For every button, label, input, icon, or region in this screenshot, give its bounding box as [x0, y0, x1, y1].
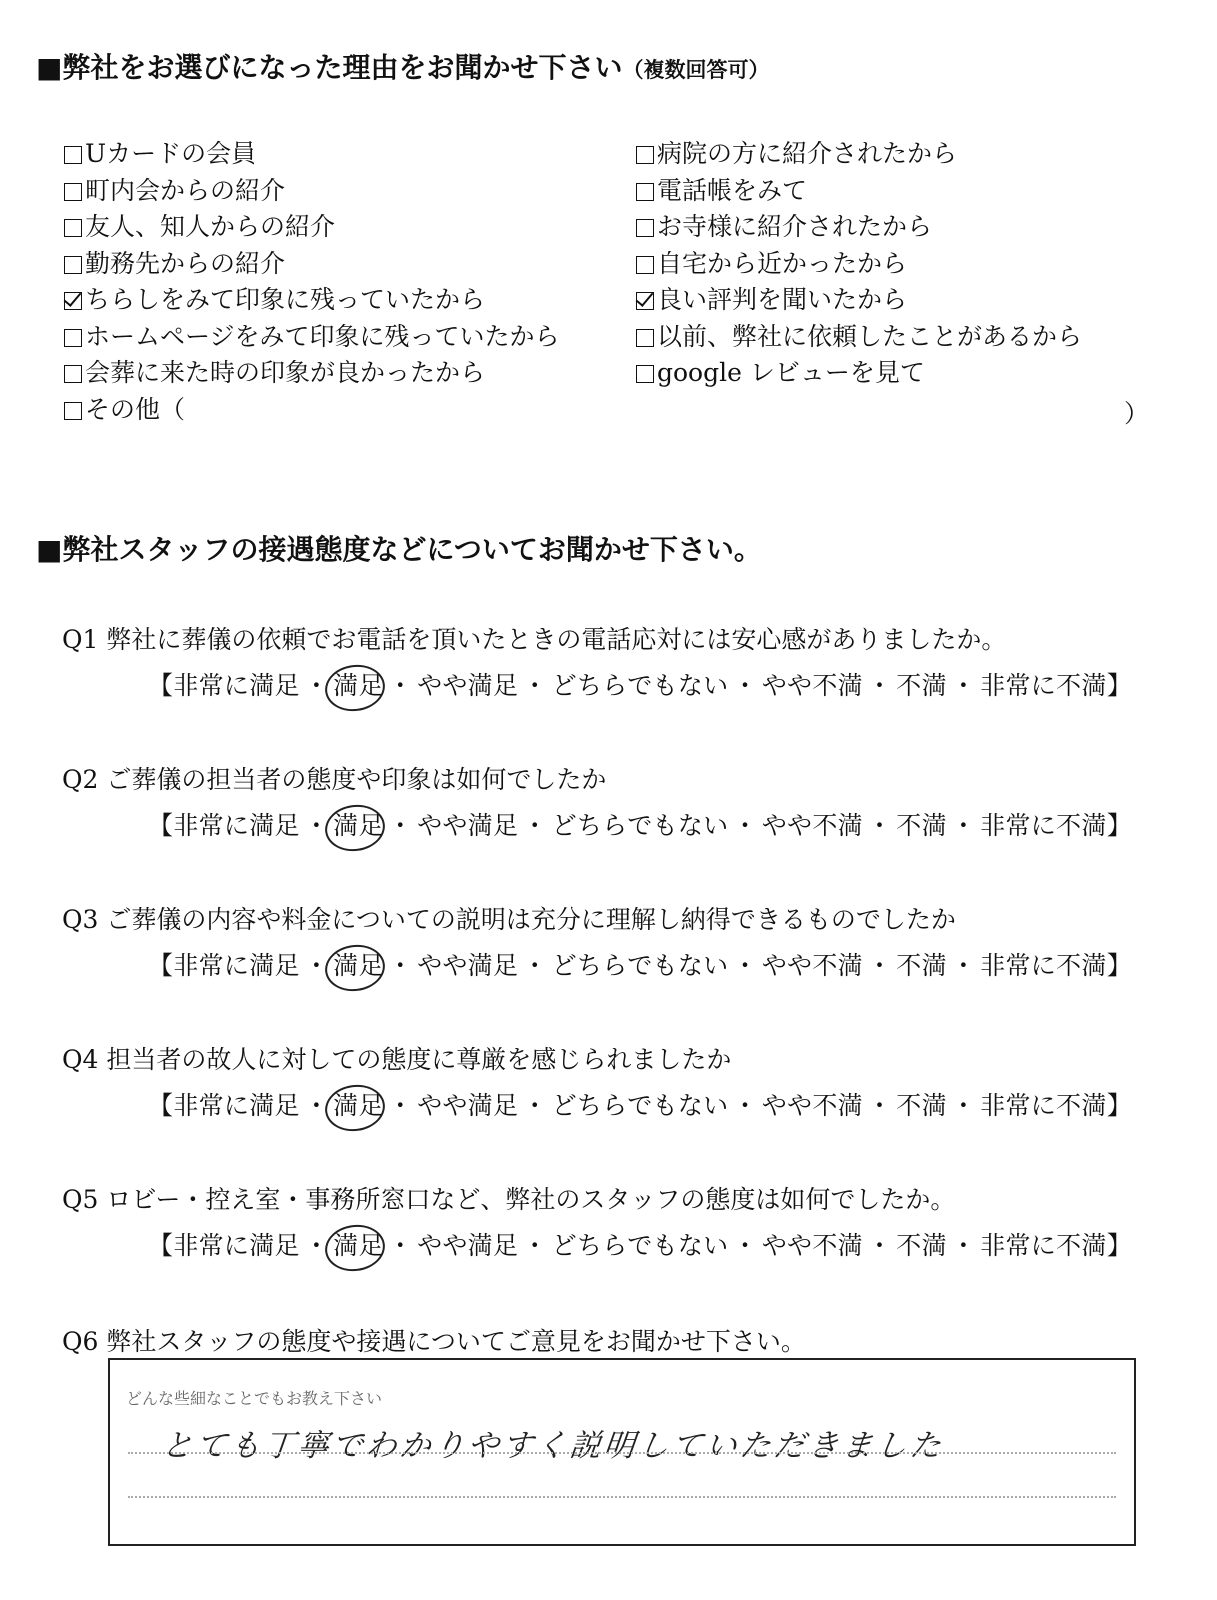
- checkbox-label: 友人、知人からの紹介: [85, 212, 336, 241]
- scale-separator: ・: [387, 1091, 414, 1120]
- question-q1: Q1 弊社に葬儀の依頼でお電話を頂いたときの電話応対には安心感がありましたか。: [62, 625, 1007, 654]
- scale-option-selected[interactable]: 満足: [333, 1091, 384, 1120]
- scale-separator: ・: [950, 671, 977, 700]
- scale-option[interactable]: どちらでもない: [551, 671, 729, 700]
- scale-bracket-close: 】: [1106, 811, 1133, 840]
- checkbox-option[interactable]: [64, 248, 285, 280]
- scale-option[interactable]: やや不満: [761, 1091, 863, 1120]
- scale-separator: ・: [387, 1231, 414, 1260]
- checkbox-label: その他（: [85, 394, 186, 424]
- question-q4: Q4 担当者の故人に対しての態度に尊厳を感じられましたか: [62, 1045, 732, 1074]
- scale-separator: ・: [303, 811, 330, 840]
- checkbox-label: 電話帳をみて: [657, 175, 808, 205]
- checkbox-icon[interactable]: [636, 219, 654, 237]
- scale-option[interactable]: やや満足: [417, 951, 519, 980]
- checkbox-label: ホームページをみて印象に残っていたから: [85, 321, 560, 351]
- checkbox-icon[interactable]: [64, 365, 82, 383]
- scale-separator: ・: [732, 1091, 758, 1120]
- scale-separator: ・: [950, 1091, 977, 1120]
- checkbox-label: 町内会からの紹介: [85, 175, 286, 205]
- scale-option[interactable]: やや不満: [761, 811, 863, 840]
- scale-option[interactable]: 非常に満足: [173, 1231, 300, 1260]
- checkbox-label: 自宅から近かったから: [657, 248, 908, 278]
- checkbox-option[interactable]: [636, 248, 907, 280]
- checkbox-icon[interactable]: [636, 146, 654, 164]
- scale-separator: ・: [866, 1231, 893, 1260]
- checkbox-icon[interactable]: [64, 329, 82, 347]
- scale-option[interactable]: やや不満: [761, 951, 863, 980]
- checkbox-icon[interactable]: [64, 219, 82, 237]
- question-q2: Q2 ご葬儀の担当者の態度や印象は如何でしたか: [62, 765, 607, 794]
- rating-scale-q3: [148, 946, 1132, 982]
- scale-bracket-open: 【: [148, 811, 174, 840]
- scale-bracket-open: 【: [148, 951, 174, 980]
- checkbox-icon[interactable]: [636, 365, 654, 383]
- scale-separator: ・: [950, 1231, 977, 1260]
- scale-separator: ・: [387, 811, 414, 840]
- section1-heading: [36, 46, 769, 86]
- checkbox-option[interactable]: [64, 175, 285, 207]
- scale-option[interactable]: 不満: [896, 1091, 947, 1120]
- scale-option-selected[interactable]: 満足: [333, 1231, 384, 1260]
- scale-option[interactable]: やや不満: [761, 671, 863, 700]
- scale-bracket-open: 【: [148, 1091, 174, 1120]
- scale-option[interactable]: やや満足: [417, 811, 519, 840]
- question-q5: Q5 ロビー・控え室・事務所窓口など、弊社のスタッフの態度は如何でしたか。: [62, 1185, 956, 1214]
- comment-rule-line: [128, 1496, 1116, 1498]
- scale-option[interactable]: 非常に満足: [173, 811, 300, 840]
- checkbox-icon[interactable]: [64, 402, 82, 420]
- scale-option[interactable]: 不満: [896, 951, 947, 980]
- scale-separator: ・: [522, 951, 548, 980]
- scale-separator: ・: [950, 951, 977, 980]
- checkbox-option[interactable]: [64, 211, 335, 243]
- scale-bracket-close: 】: [1106, 671, 1133, 700]
- scale-bracket-close: 】: [1106, 1091, 1133, 1120]
- scale-bracket-open: 【: [148, 1231, 174, 1260]
- scale-separator: ・: [732, 671, 758, 700]
- checkbox-icon[interactable]: [64, 146, 82, 164]
- comment-box[interactable]: [108, 1358, 1136, 1546]
- comment-rule-line: [128, 1452, 1116, 1454]
- scale-option[interactable]: 非常に不満: [980, 811, 1107, 840]
- scale-separator: ・: [866, 951, 893, 980]
- checkbox-option[interactable]: [636, 138, 957, 170]
- checkbox-label: 病院の方に紹介されたから: [657, 139, 958, 168]
- section2-title: ■弊社スタッフの接遇態度などについてお聞かせ下さい。: [36, 533, 762, 566]
- scale-option[interactable]: 非常に不満: [980, 1231, 1107, 1260]
- rating-scale-q4: [148, 1086, 1132, 1122]
- scale-option[interactable]: 非常に不満: [980, 951, 1107, 980]
- scale-separator: ・: [303, 1091, 330, 1120]
- checkbox-label: 以前、弊社に依頼したことがあるから: [657, 321, 1083, 351]
- scale-separator: ・: [866, 811, 893, 840]
- rating-scale-q5: [148, 1226, 1132, 1262]
- checkbox-label: お寺様に紹介されたから: [657, 212, 933, 241]
- scale-option[interactable]: やや満足: [417, 1091, 519, 1120]
- scale-separator: ・: [387, 671, 414, 700]
- scale-option-selected[interactable]: 満足: [333, 671, 384, 700]
- rating-scale-q2: [148, 806, 1132, 842]
- scale-separator: ・: [866, 671, 893, 700]
- checkbox-label: 勤務先からの紹介: [85, 248, 286, 278]
- checkbox-checked-icon[interactable]: [636, 292, 654, 310]
- scale-separator: ・: [303, 951, 330, 980]
- checkbox-icon[interactable]: [636, 256, 654, 274]
- checkbox-option[interactable]: [64, 138, 256, 170]
- scale-option[interactable]: 不満: [896, 671, 947, 700]
- checkbox-label: Uカードの会員: [85, 139, 257, 168]
- checkbox-icon[interactable]: [64, 183, 82, 201]
- scale-option[interactable]: 非常に満足: [173, 671, 300, 700]
- rating-scale-q1: [148, 666, 1132, 702]
- checkbox-option[interactable]: [64, 357, 485, 389]
- scale-option[interactable]: どちらでもない: [551, 1091, 729, 1120]
- comment-hint: どんな些細なことでもお教え下さい: [126, 1389, 383, 1408]
- scale-option[interactable]: 不満: [896, 1231, 947, 1260]
- comment-answer: とても丁寧でわかりやすく説明していただきました: [159, 1428, 946, 1464]
- scale-bracket-close: 】: [1106, 1231, 1133, 1260]
- other-close-paren: ）: [1124, 399, 1150, 428]
- scale-separator: ・: [522, 671, 548, 700]
- question-q3: Q3 ご葬儀の内容や料金についての説明は充分に理解し納得できるものでしたか: [62, 905, 956, 934]
- scale-separator: ・: [303, 671, 330, 700]
- scale-separator: ・: [866, 1091, 893, 1120]
- checkbox-option[interactable]: [64, 284, 485, 316]
- scale-option[interactable]: どちらでもない: [551, 1231, 729, 1260]
- checkbox-checked-icon[interactable]: [64, 292, 82, 310]
- checkbox-icon[interactable]: [636, 329, 654, 347]
- scale-bracket-open: 【: [148, 671, 174, 700]
- checkbox-label: ちらしをみて印象に残っていたから: [85, 285, 486, 314]
- scale-separator: ・: [732, 951, 758, 980]
- scale-separator: ・: [732, 811, 758, 840]
- scale-bracket-close: 】: [1106, 951, 1133, 980]
- scale-separator: ・: [522, 811, 548, 840]
- section2-heading: [36, 528, 762, 568]
- checkbox-option[interactable]: [64, 394, 185, 426]
- scale-separator: ・: [303, 1231, 330, 1260]
- checkbox-option[interactable]: [636, 175, 807, 207]
- scale-option[interactable]: 非常に不満: [980, 671, 1107, 700]
- scale-separator: ・: [522, 1091, 548, 1120]
- q6-question: Q6 弊社スタッフの態度や接遇についてご意見をお聞かせ下さい。: [62, 1327, 806, 1356]
- scale-option[interactable]: どちらでもない: [551, 951, 729, 980]
- scale-option[interactable]: 非常に満足: [173, 951, 300, 980]
- scale-option[interactable]: 非常に不満: [980, 1091, 1107, 1120]
- section1-title: ■弊社をお選びになった理由をお聞かせ下さい: [36, 51, 623, 84]
- checkbox-option[interactable]: [64, 321, 560, 353]
- checkbox-label: google レビューを見て: [657, 358, 925, 387]
- scale-option[interactable]: やや満足: [417, 671, 519, 700]
- scale-option-selected[interactable]: 満足: [333, 951, 384, 980]
- checkbox-option[interactable]: [636, 211, 932, 243]
- checkbox-option[interactable]: [636, 321, 1082, 353]
- scale-option[interactable]: どちらでもない: [551, 811, 729, 840]
- scale-separator: ・: [950, 811, 977, 840]
- checkbox-icon[interactable]: [636, 183, 654, 201]
- checkbox-option[interactable]: [636, 284, 907, 316]
- scale-separator: ・: [732, 1231, 758, 1260]
- scale-separator: ・: [387, 951, 414, 980]
- checkbox-label: 良い評判を聞いたから: [657, 285, 908, 314]
- scale-option-selected[interactable]: 満足: [333, 811, 384, 840]
- scale-option[interactable]: 不満: [896, 811, 947, 840]
- checkbox-icon[interactable]: [64, 256, 82, 274]
- scale-option[interactable]: 非常に満足: [173, 1091, 300, 1120]
- scale-separator: ・: [522, 1231, 548, 1260]
- checkbox-label: 会葬に来た時の印象が良かったから: [85, 358, 486, 387]
- checkbox-option[interactable]: [636, 357, 925, 389]
- scale-option[interactable]: やや満足: [417, 1231, 519, 1260]
- scale-option[interactable]: やや不満: [761, 1231, 863, 1260]
- section1-note: （複数回答可）: [622, 58, 770, 82]
